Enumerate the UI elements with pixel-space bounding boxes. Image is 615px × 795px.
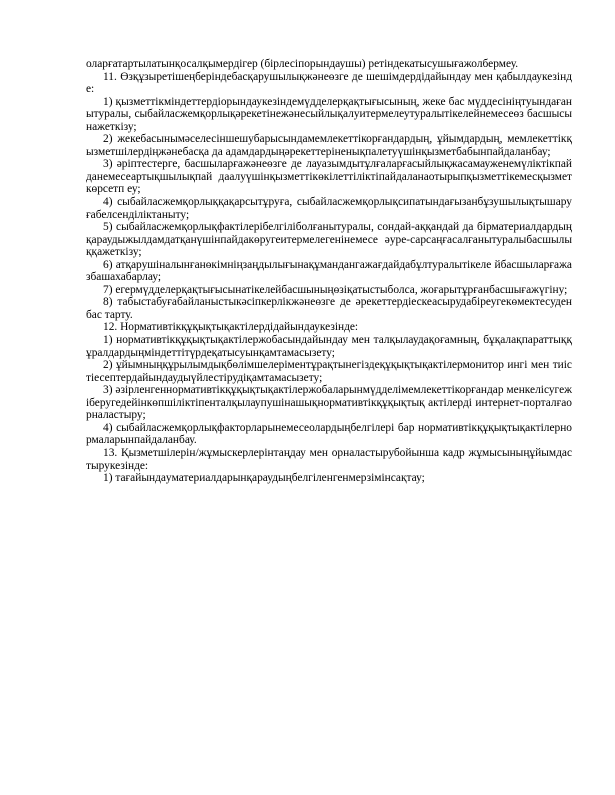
paragraph-10: 8) табыстабуғабайланыстыкәсіпкерлікжәнеөзге де әрекеттердіескеасырудабіреугекөмектесуден бас тарту. bbox=[86, 296, 572, 321]
paragraph-17: 1) тағайындаyматериалдарынқараудыңбелгіленгенмерзімінсақтау; bbox=[103, 472, 425, 485]
paragraph-13: 2) ұйымныңқұрылымдықбөлімшелеріментұрақтынегіздеқұқықтықактілермонитор ингі мен тиістіесептердайындаудыүйлестірудіқамтамасызету; bbox=[86, 359, 572, 384]
paragraph-6: 4) сыбайласжемқорлыққақарсытұруға, сыбайласжемқорлықсипатындағызанбұзушылықтышаруғабелсенділіктаныту; bbox=[86, 196, 572, 221]
document-page bbox=[86, 58, 572, 485]
paragraph-9: 7) егермүдделерқақтығысынатікелейбасшыныңөзіқатыстыболса, жоғарытұрғанбасшығажүгіну; bbox=[103, 283, 568, 296]
paragraph-14: 3) әзірленгеннормативтікқұқықтықактілержобаларынмүддeлімемлекеттікорғандар менкелісугежіберугедейінкөпшіліктіпенталқылаупушінашықнормативтікқұқықтық актілерді интернет-порталғаорналастыру; bbox=[86, 384, 572, 422]
paragraph-11: 12. Нормативтікқұқықтықактілердідайындаукезінде: bbox=[103, 321, 359, 334]
paragraph-8: 6) атқарушіналынғанөкімніңзаңдылығынақұмандангажағдайдабұлтуралытікеле йбасшыларғажазбашахабарлау; bbox=[86, 258, 572, 284]
paragraph-16: 13. Қызметшілерін/жұмыскерлерінтаңдау мен орналастырубойынша кадр жұмысыныңұйымдастырукезінде: bbox=[86, 446, 572, 472]
paragraph-5: 3) әріптестерге, басшыларғажәнеөзге де лауазымдытұлғаларғасыйлықжасамауженемүліктікпайданемесеартықшылықпай даалуүшінқызметтікөкілеттіліктіпайдаланаотырыпқызметтікемесқызметкөрсетп еу; bbox=[86, 158, 572, 196]
paragraph-15: 4) сыбайласжемқорлықфакторларынемесеолардыңбелгілері бар нормативтікқұқықтықактілернормаларынпайдаланбау. bbox=[86, 421, 572, 447]
paragraph-2: 11. Өзқұзыретішеңберіндебасқарушылықжәнеөзге де шешімдердідайындау мен қабылдаукезінде: bbox=[86, 70, 572, 96]
paragraph-1: оларғатартылатынқосалқымердігер (бірлесіпорындаушы) ретіндекатысушығажолбермеу. bbox=[86, 58, 519, 70]
paragraph-12: 1) нормативтікқұқықтықактілержобасындайындау мен талқылаудақоғамның, бұқалақпараттыққұралдардыңміндеттітүрдеқатысуынқамтамасызету; bbox=[86, 334, 572, 359]
paragraph-7: 5) сыбайласжемқорлықфактілерібелгіліболғанытуралы, сондай-аққандай да бірматериалдардыңқараудыжылдамдатқанүшінпайдакөругеитермелегенінемесе әуре-сарсаңғасалғанытуралыбасшылыққажеткізу; bbox=[86, 221, 572, 259]
paragraph-3: 1) қызметтікміндеттердіорындаукезіндемүдделерқақтығысының, жеке бас мүддесініңтуындағанытуралы, сыбайласжемқорлықәрекетінежәнесыйлықалуитермелеутуралытікелейнемесеөз басшысынажеткізу; bbox=[86, 95, 572, 133]
paragraph-4: 2) жекебасынымәселесіншешубарысындамемлекеттікорғандардың, ұйымдардың, мемлекеттікқызметшілердіңжәнебасқа да адамдардыңәрекеттеріненықпалетуүшінқызметбабынпайдаланбау; bbox=[86, 133, 572, 158]
